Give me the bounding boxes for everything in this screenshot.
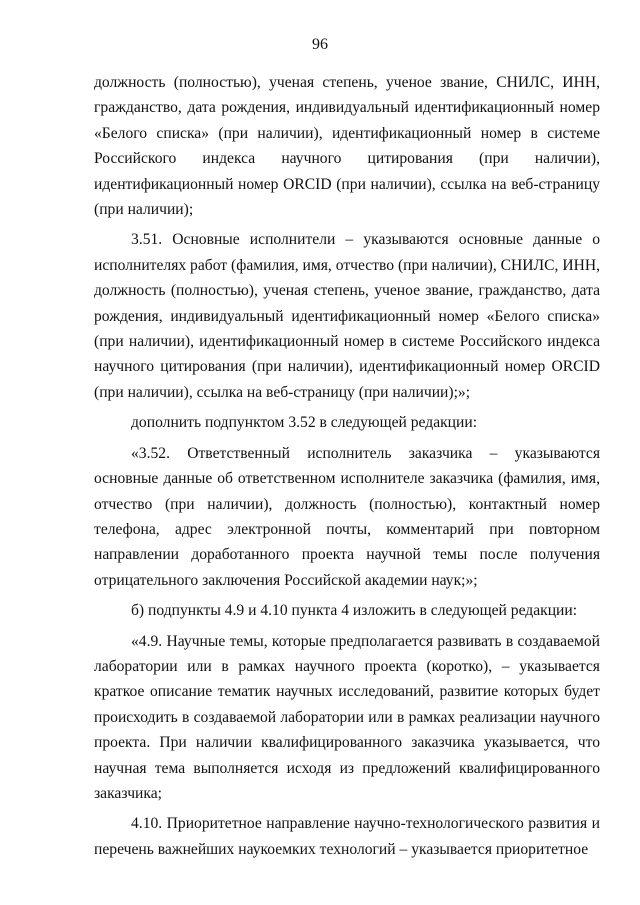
page-number: 96: [312, 36, 328, 53]
paragraph: 4.10. Приоритетное направление научно-технологического развития и перечень важнейших наукоемких технологий – указывается приоритетное: [94, 815, 600, 858]
paragraph: «3.52. Ответственный исполнитель заказчика – указываются основные данные об ответственном исполнителе заказчика (фамилия, имя, отчество (при наличии), должность (полностью), контактный номер телефона, адрес электронной почты, комментарий при повторном направлении доработанного проекта научной темы после получения отрицательного заключения Российской академии наук;»;: [94, 444, 600, 589]
paragraph: дополнить подпунктом 3.52 в следующей редакции:: [131, 414, 478, 432]
paragraph: б) подпункты 4.9 и 4.10 пункта 4 изложить в следующей редакции:: [131, 602, 578, 620]
paragraph: должность (полностью), ученая степень, ученое звание, СНИЛС, ИНН, гражданство, дата рождения, индивидуальный идентификационный номер «Белого списка» (при наличии), идентификационный номер в системе Российского индекса научного цитирования (при наличии), идентификационный номер ORCID (при наличии), ссылка на веб-страницу (при наличии);: [94, 74, 600, 219]
paragraph: «4.9. Научные темы, которые предполагается развивать в создаваемой лаборатории или в рамках научного проекта (коротко), – указывается краткое описание тематик научных исследований, развитие которых будет происходить в создаваемой лаборатории или в рамках реализации научного проекта. При наличии квалифицированного заказчика указывается, что научная тема выполняется исходя из предложений квалифицированного заказчика;: [94, 632, 600, 802]
document-body: [94, 70, 600, 862]
paragraph: 3.51. Основные исполнители – указываются основные данные о исполнителях работ (фамилия, имя, отчество (при наличии), СНИЛС, ИНН, должность (полностью), ученая степень, ученое звание, гражданство, дата рождения, индивидуальный идентификационный номер «Белого списка» (при наличии), идентификационный номер в системе Российского индекса научного цитирования (при наличии), идентификационный номер ORCID (при наличии), ссылка на веб-страницу (при наличии);»;: [94, 231, 600, 401]
